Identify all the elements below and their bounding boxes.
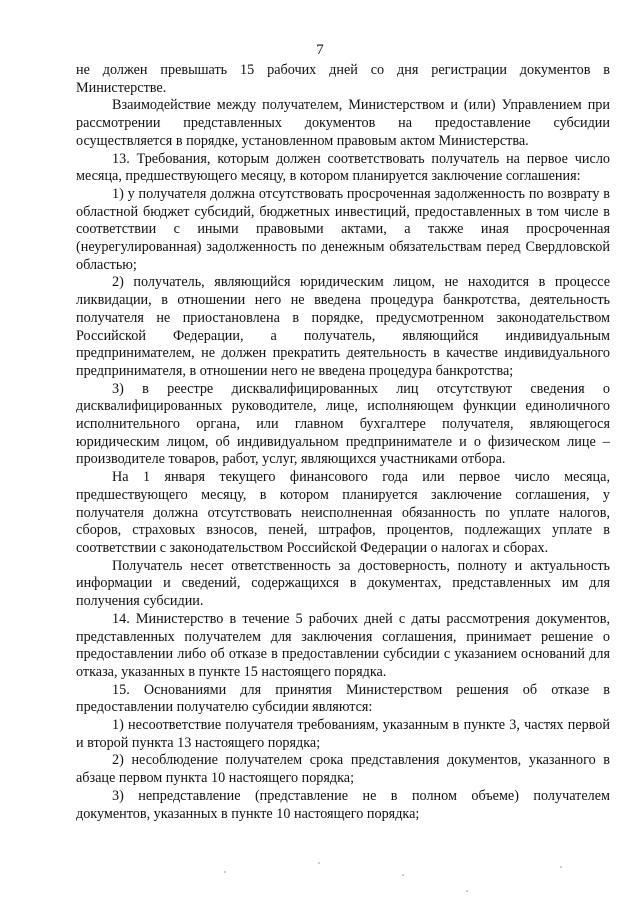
scan-speck <box>318 862 320 864</box>
document-body <box>76 62 610 823</box>
paragraph-item-15-3: 3) непредставление (представление не в полном объеме) получателем документов, указанных в пункте 10 настоящего порядка; <box>76 787 610 822</box>
paragraph-item-13-3: 3) в реестре дисквалифицированных лиц отсутствуют сведения о дисквалифицированных руководителе, лице, исполняющем функции единоличного исполнительного органа, или главном бухгалтере получателя, являющегося юридическим лицом, об индивидуальном предпринимателе и о физическом лице – производителе товаров, работ, услуг, являющихся участниками отбора. <box>76 380 610 468</box>
paragraph-responsibility: Получатель несет ответственность за достоверность, полноту и актуальность информации и сведений, содержащихся в документах, представленных им для получения субсидии. <box>76 557 610 610</box>
paragraph-item-15-2: 2) несоблюдение получателем срока представления документов, указанного в абзаце первом пункта 10 настоящего порядка; <box>76 752 610 787</box>
paragraph-item-15-1: 1) несоответствие получателя требованиям, указанным в пункте 3, частях первой и второй пункта 13 настоящего порядка; <box>76 717 610 751</box>
paragraph-item-15: 15. Основаниями для принятия Министерством решения об отказе в предоставлении получателю субсидии являются: <box>76 681 610 716</box>
paragraph-continuation: не должен превышать 15 рабочих дней со дня регистрации документов в Министерстве. <box>76 62 610 96</box>
paragraph-item-13-1: 1) у получателя должна отсутствовать просроченная задолженность по возврату в областной бюджет субсидий, бюджетных инвестиций, предоставленных в том числе в соответствии с иными правовыми актами, а также иная просроченная (неурегулированная) задолженность по денежным обязательствам перед Свердловской областью; <box>76 185 610 273</box>
paragraph-item-13: 13. Требования, которым должен соответствовать получатель на первое число месяца, предшествующего месяцу, в котором планируется заключение соглашения: <box>76 150 610 185</box>
scan-speck <box>224 871 226 873</box>
scan-speck <box>466 890 468 892</box>
paragraph-tax-obligations: На 1 января текущего финансового года или первое число месяца, предшествующего месяцу, в котором планируется заключение соглашения, у получателя должна отсутствовать неисполненная обязанность по уплате налогов, сборов, страховых взносов, пеней, штрафов, процентов, подлежащих уплате в соответствии с законодательством Российской Федерации о налогах и сборах. <box>76 469 610 556</box>
scan-speck <box>560 866 562 868</box>
page-number: 7 <box>316 42 324 58</box>
scan-speck <box>402 874 404 876</box>
paragraph-item-14: 14. Министерство в течение 5 рабочих дней с даты рассмотрения документов, представленных получателем для заключения соглашения, принимает решение о предоставлении либо об отказе в предоставлении субсидии с указанием оснований для отказа, указанных в пункте 15 настоящего порядка. <box>76 610 610 680</box>
paragraph-item-13-2: 2) получатель, являющийся юридическим лицом, не находится в процессе ликвидации, в отношении него не введена процедура банкротства, деятельность получателя не приостановлена в порядке, предусмотренном законодательством Российской Федерации, а получатель, являющийся индивидуальным предпринимателем, не должен прекратить деятельность в качестве индивидуального предпринимателя, в отношении него не введена процедура банкротства; <box>76 274 610 379</box>
paragraph-interaction: Взаимодействие между получателем, Министерством и (или) Управлением при рассмотрении представленных документов на предоставление субсидии осуществляется в порядке, установленном правовым актом Министерства. <box>76 97 610 149</box>
